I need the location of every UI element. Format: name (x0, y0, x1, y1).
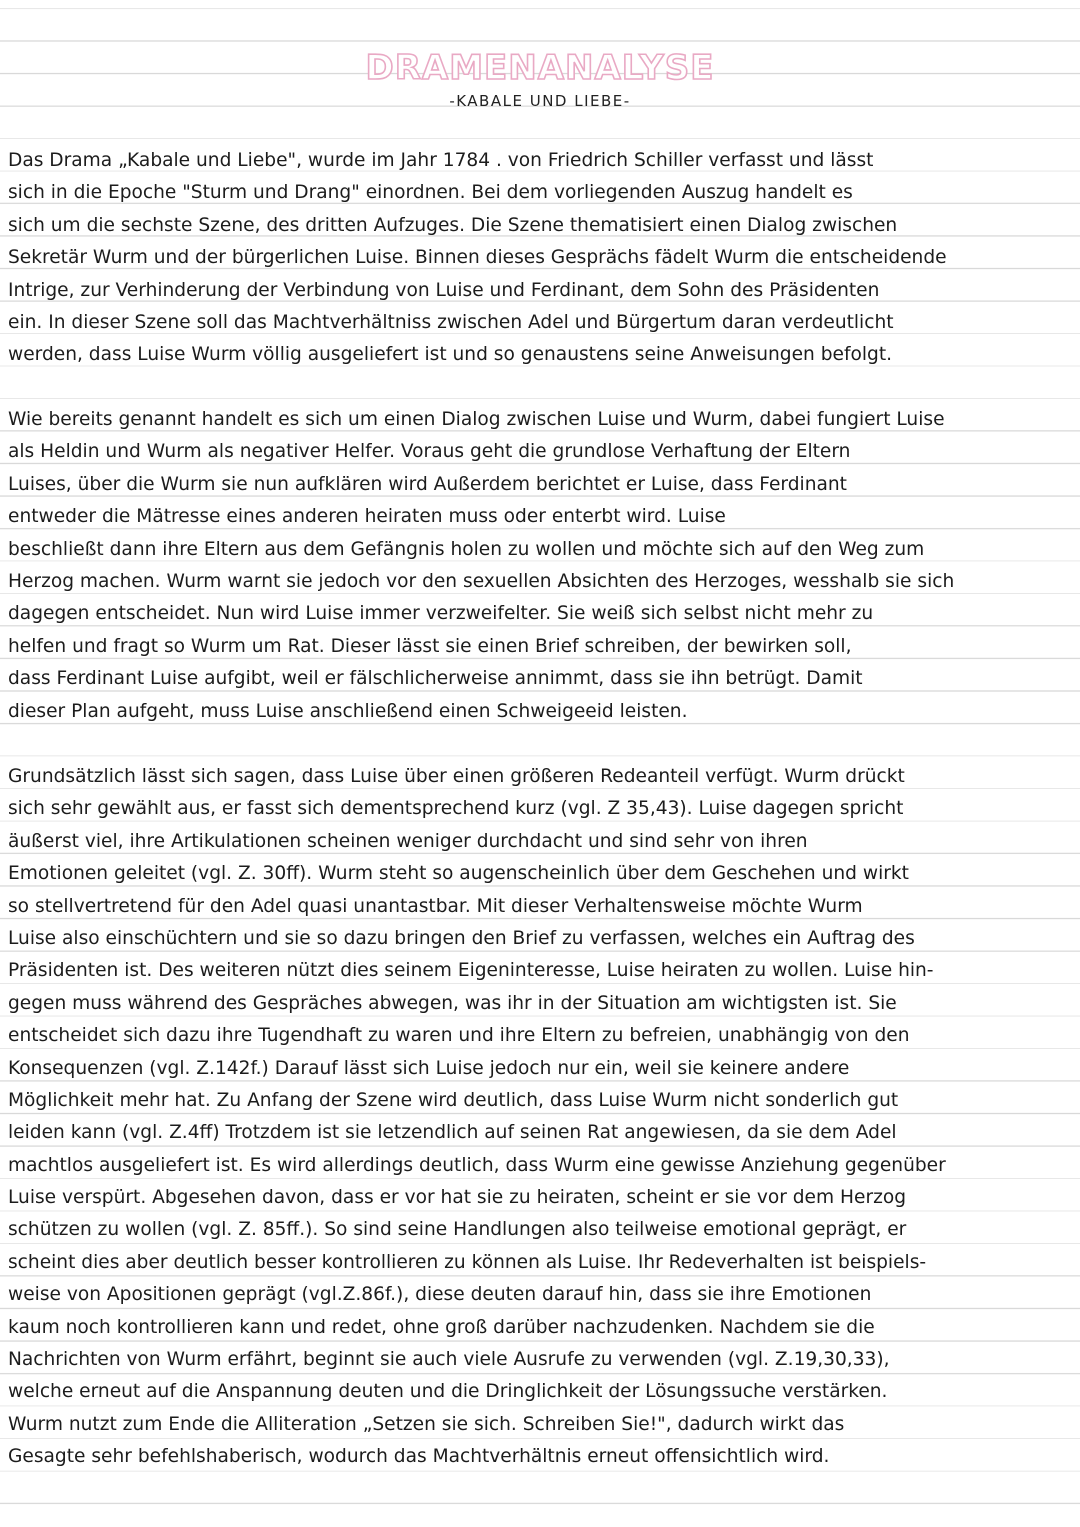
text-line: Herzog machen. Wurm warnt sie jedoch vor den sexuellen Absichten des Herzoges, wesshalb sie sich (8, 570, 955, 592)
text-line: Präsidenten ist. Des weiteren nützt dies seinem Eigeninteresse, Luise heiraten zu wollen. Luise hin- (8, 960, 934, 982)
paragraph-analysis (8, 761, 1072, 1474)
text-line: so stellvertretend für den Adel quasi unantastbar. Mit dieser Verhaltensweise möchte Wurm (8, 895, 863, 917)
text-line: welche erneut auf die Anspannung deuten und die Dringlichkeit der Lösungssuche verstärken. (8, 1381, 888, 1403)
text-line: dieser Plan aufgeht, muss Luise anschließend einen Schweigeeid leisten. (8, 700, 688, 722)
text-line: Möglichkeit mehr hat. Zu Anfang der Szene wird deutlich, dass Luise Wurm nicht sonderlich gut (8, 1089, 899, 1111)
text-line: entscheidet sich dazu ihre Tugendhaft zu waren und ihre Eltern zu befreien, unabhängig von den (8, 1025, 910, 1047)
text-line: Wie bereits genannt handelt es sich um einen Dialog zwischen Luise und Wurm, dabei fungiert Luise (8, 409, 945, 430)
text-line: schützen zu wollen (vgl. Z. 85ff.). So sind seine Handlungen also teilweise emotional geprägt, er (8, 1219, 907, 1241)
text-line: sich sehr gewählt aus, er fasst sich dementsprechend kurz (vgl. Z 35,43). Luise dagegen spricht (8, 798, 904, 820)
text-line: entweder die Mätresse eines anderen heiraten muss oder enterbt wird. Luise (8, 506, 726, 528)
page-subtitle: -KABALE UND LIEBE- (449, 92, 631, 110)
text-line: scheint dies aber deutlich besser kontrollieren zu können als Luise. Ihr Redeverhalten ist beispiels- (8, 1251, 927, 1273)
text-line: Grundsätzlich lässt sich sagen, dass Luise über einen größeren Redeanteil verfügt. Wurm drückt (8, 766, 905, 787)
text-line: Luises, über die Wurm sie nun aufklären wird Außerdem berichtet er Luise, dass Ferdinant (8, 473, 847, 495)
text-line: gegen muss während des Gespräches abwegen, was ihr in der Situation am wichtigsten ist. Sie (8, 992, 897, 1014)
text-line: Emotionen geleitet (vgl. Z. 30ff). Wurm steht so augenscheinlich über dem Geschehen und wirkt (8, 863, 909, 885)
text-line: Luise also einschüchtern und sie so dazu bringen den Brief zu verfassen, welches ein Auftrag des (8, 927, 915, 949)
page-title: DRAMENANALYSE (365, 48, 715, 88)
text-line: leiden kann (vgl. Z.4ff) Trotzdem ist sie letzendlich auf seinen Rat angewiesen, da sie dem Adel (8, 1122, 897, 1144)
text-line: Das Drama „Kabale und Liebe", wurde im Jahr 1784 . von Friedrich Schiller verfasst und lässt (8, 150, 874, 171)
text-line: beschließt dann ihre Eltern aus dem Gefängnis holen zu wollen und möchte sich auf den Weg zum (8, 538, 925, 560)
paragraph-summary (8, 404, 1072, 728)
text-line: machtlos ausgeliefert ist. Es wird allerdings deutlich, dass Wurm eine gewisse Anziehung gegenüber (8, 1154, 946, 1176)
paragraph-intro (8, 145, 1072, 372)
text-line: dagegen entscheidet. Nun wird Luise immer verzweifelter. Sie weiß sich selbst nicht mehr zu (8, 603, 874, 625)
text-line: als Heldin und Wurm als negativer Helfer. Voraus geht die grundlose Verhaftung der Eltern (8, 441, 851, 463)
text-line: ein. In dieser Szene soll das Machtverhältniss zwischen Adel und Bürgertum daran verdeutlicht (8, 311, 894, 333)
text-line: Luise verspürt. Abgesehen davon, dass er vor hat sie zu heiraten, scheint er sie vor dem Herzog (8, 1187, 907, 1209)
text-line: sich um die sechste Szene, des dritten Aufzuges. Die Szene thematisiert einen Dialog zwischen (8, 214, 898, 236)
text-line: helfen und fragt so Wurm um Rat. Dieser lässt sie einen Brief schreiben, der bewirken soll, (8, 635, 852, 657)
text-line: werden, dass Luise Wurm völlig ausgeliefert ist und so genaustens seine Anweisungen befolgt. (8, 344, 893, 366)
text-line: Sekretär Wurm und der bürgerlichen Luise. Binnen dieses Gesprächs fädelt Wurm die entscheidende (8, 247, 947, 269)
text-line: weise von Apositionen geprägt (vgl.Z.86f.), diese deuten darauf hin, dass sie ihre Emotionen (8, 1284, 872, 1306)
text-line: äußerst viel, ihre Artikulationen scheinen weniger durchdacht und sind sehr von ihren (8, 830, 808, 852)
text-line: dass Ferdinant Luise aufgibt, weil er fälschlicherweise annimmt, dass sie ihn betrügt. Damit (8, 668, 863, 690)
text-line: Nachrichten von Wurm erfährt, beginnt sie auch viele Ausrufe zu verwenden (vgl. Z.19,30,33), (8, 1349, 890, 1371)
text-line: Wurm nutzt zum Ende die Alliteration „Setzen sie sich. Schreiben Sie!", dadurch wirkt das (8, 1413, 845, 1435)
text-line: kaum noch kontrollieren kann und redet, ohne groß darüber nachzudenken. Nachdem sie die (8, 1316, 875, 1338)
text-line: Intrige, zur Verhinderung der Verbindung von Luise und Ferdinant, dem Sohn des Präsidenten (8, 279, 880, 301)
text-line: Konsequenzen (vgl. Z.142f.) Darauf lässt sich Luise jedoch nur ein, weil sie keinere andere (8, 1057, 850, 1079)
text-line: sich in die Epoche "Sturm und Drang" einordnen. Bei dem vorliegenden Auszug handelt es (8, 182, 853, 204)
text-line: Gesagte sehr befehlshaberisch, wodurch das Machtverhältnis erneut offensichtlich wird. (8, 1446, 830, 1468)
